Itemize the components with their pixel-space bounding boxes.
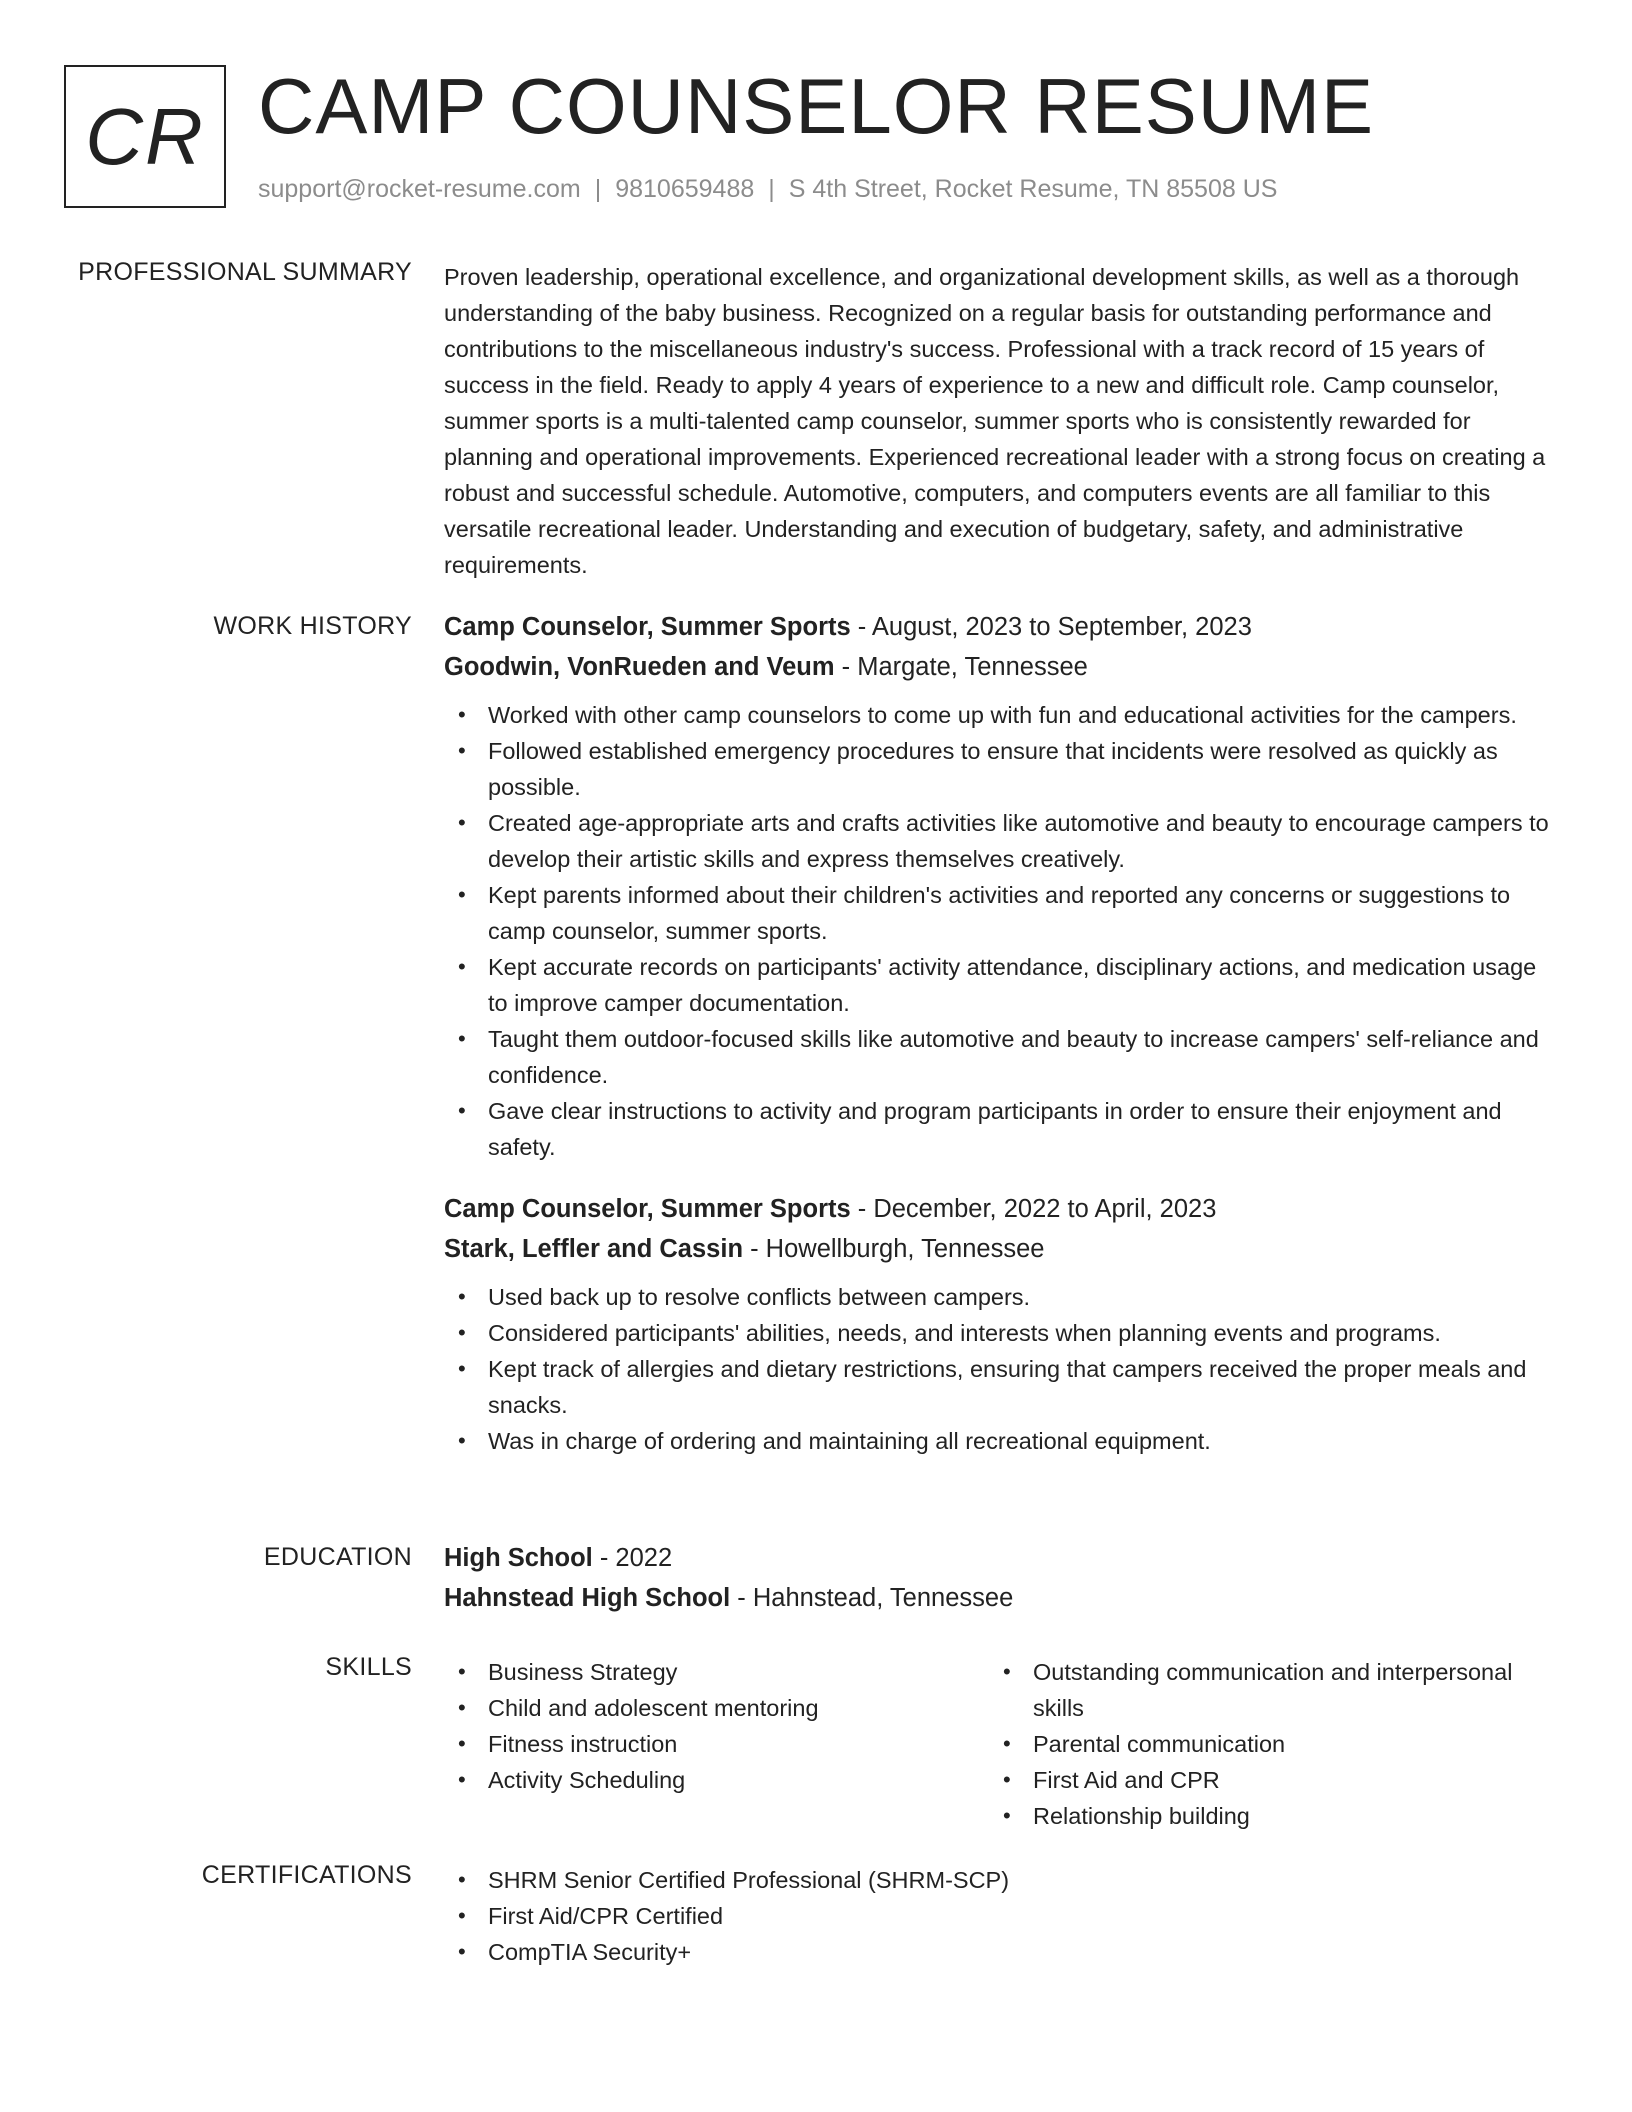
job-title-line: [444, 607, 1554, 647]
section-label-certifications: CERTIFICATIONS: [201, 1861, 412, 1889]
certification-item: • First Aid/CPR Certified: [444, 1898, 1554, 1934]
monogram-initials: CR: [85, 91, 205, 181]
job-bullet: • Used back up to resolve conflicts between campers.: [444, 1279, 1554, 1315]
job-bullet: • Worked with other camp counselors to come up with fun and educational activities for the campers.: [444, 697, 1554, 733]
job-title: Camp Counselor, Summer Sports: [444, 1195, 851, 1223]
job-entry: [444, 1189, 1554, 1459]
summary-text: Proven leadership, operational excellence, and organizational development skills, as well as a thorough understanding of the baby business. Recognized on a regular basis for outstanding performance and contributions to the miscellaneous industry's success. Professional with a track record of 15 years of success in the field. Ready to apply 4 years of experience to a new and difficult role. Camp counselor, summer sports is a multi-talented camp counselor, summer sports who is consistently rewarded for planning and operational improvements. Experienced recreational leader with a strong focus on creating a robust and successful schedule. Automotive, computers, and computers events are all familiar to this versatile recreational leader. Understanding and execution of budgetary, safety, and administrative requirements.: [444, 264, 1546, 578]
skill-item: • Parental communication: [989, 1726, 1534, 1762]
skill-item: • Relationship building: [989, 1798, 1534, 1834]
certifications-body: [444, 1862, 1554, 1970]
job-bullets: [444, 1279, 1554, 1459]
job-bullet: • Kept accurate records on participants' activity attendance, disciplinary actions, and medication usage to improve camper documentation.: [444, 949, 1554, 1021]
contact-email[interactable]: support@rocket-resume.com: [258, 175, 581, 203]
contact-separator: |: [768, 175, 775, 203]
job-entry: [444, 607, 1554, 1165]
skill-item: • First Aid and CPR: [989, 1762, 1534, 1798]
section-label-skills: SKILLS: [325, 1653, 412, 1681]
contact-line: [258, 175, 1277, 204]
job-company: Goodwin, VonRueden and Veum: [444, 653, 835, 681]
job-bullet: • Kept track of allergies and dietary restrictions, ensuring that campers received the proper meals and snacks.: [444, 1351, 1554, 1423]
contact-address: S 4th Street, Rocket Resume, TN 85508 US: [788, 175, 1278, 203]
job-company-line: [444, 1229, 1554, 1269]
job-bullet: • Was in charge of ordering and maintaining all recreational equipment.: [444, 1423, 1554, 1459]
skills-list: [444, 1654, 989, 1798]
job-bullet: • Kept parents informed about their children's activities and reported any concerns or suggestions to camp counselor, summer sports.: [444, 877, 1554, 949]
skills-body: [444, 1654, 1554, 1834]
job-title: Camp Counselor, Summer Sports: [444, 613, 851, 641]
work-history-body: [444, 607, 1554, 1483]
job-bullet: • Created age-appropriate arts and crafts activities like automotive and beauty to encourage campers to develop their artistic skills and express themselves creatively.: [444, 805, 1554, 877]
certification-item: • CompTIA Security+: [444, 1934, 1554, 1970]
job-bullets: [444, 697, 1554, 1165]
resume-title: CAMP COUNSELOR RESUME: [258, 62, 1375, 150]
education-location: - Hahnstead, Tennessee: [730, 1584, 1014, 1612]
job-company: Stark, Leffler and Cassin: [444, 1235, 744, 1263]
job-bullet: • Followed established emergency procedures to ensure that incidents were resolved as quickly as possible.: [444, 733, 1554, 805]
education-year: - 2022: [592, 1544, 673, 1572]
section-label-education: EDUCATION: [263, 1543, 412, 1571]
skill-item: • Outstanding communication and interpersonal skills: [989, 1654, 1534, 1726]
job-bullet: • Taught them outdoor-focused skills like automotive and beauty to increase campers' self-reliance and confidence.: [444, 1021, 1554, 1093]
job-bullet: • Considered participants' abilities, needs, and interests when planning events and programs.: [444, 1315, 1554, 1351]
skills-column-right: [989, 1654, 1534, 1834]
education-school: Hahnstead High School: [444, 1584, 731, 1612]
skill-item: • Child and adolescent mentoring: [444, 1690, 989, 1726]
job-title-line: [444, 1189, 1554, 1229]
education-school-line: [444, 1578, 1554, 1618]
contact-phone[interactable]: 9810659488: [615, 175, 755, 203]
section-label-summary: PROFESSIONAL SUMMARY: [78, 258, 412, 286]
job-dates: - August, 2023 to September, 2023: [850, 613, 1252, 641]
education-degree: High School: [444, 1544, 593, 1572]
job-company-line: [444, 647, 1554, 687]
education-degree-line: [444, 1538, 1554, 1578]
certification-item: • SHRM Senior Certified Professional (SHRM-SCP): [444, 1862, 1554, 1898]
skills-column-left: [444, 1654, 989, 1834]
skill-item: • Activity Scheduling: [444, 1762, 989, 1798]
job-location: - Margate, Tennessee: [834, 653, 1088, 681]
resume-header: [64, 62, 1564, 215]
skills-list: [989, 1654, 1534, 1834]
education-body: [444, 1538, 1554, 1618]
skill-item: • Fitness instruction: [444, 1726, 989, 1762]
contact-separator: |: [594, 175, 602, 203]
job-dates: - December, 2022 to April, 2023: [850, 1195, 1217, 1223]
skill-item: • Business Strategy: [444, 1654, 989, 1690]
section-label-work-history: WORK HISTORY: [213, 612, 412, 640]
job-location: - Howellburgh, Tennessee: [743, 1235, 1045, 1263]
certifications-list: [444, 1862, 1554, 1970]
skills-grid: [444, 1654, 1554, 1834]
job-bullet: • Gave clear instructions to activity and program participants in order to ensure their enjoyment and safety.: [444, 1093, 1554, 1165]
monogram-box: [64, 65, 226, 208]
